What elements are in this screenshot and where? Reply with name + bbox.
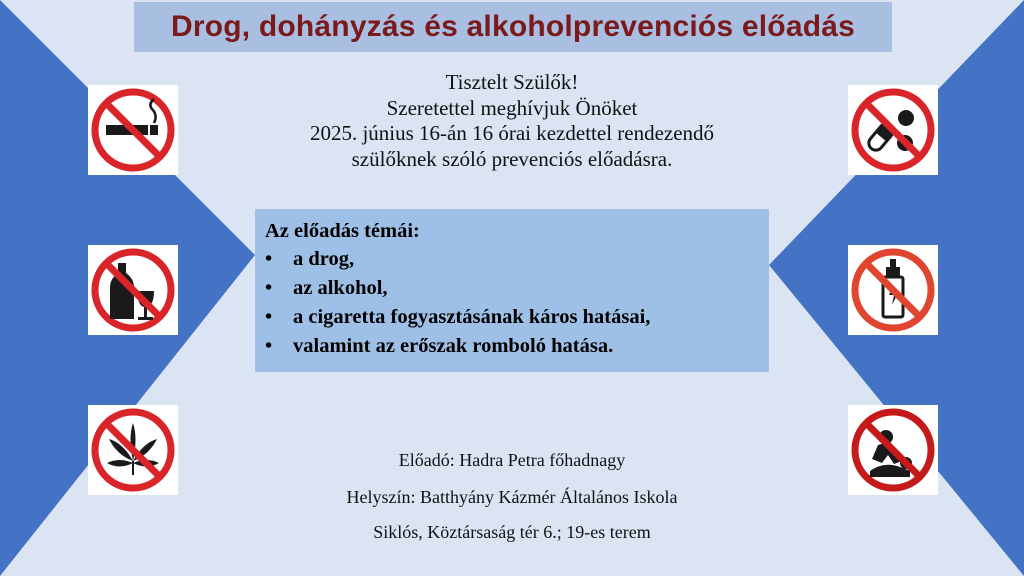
topic-item: • a drog, bbox=[265, 245, 769, 274]
topic-item: • a cigaretta fogyasztásának káros hatásai, bbox=[265, 303, 769, 332]
topics-list bbox=[265, 245, 769, 361]
topic-item: • valamint az erőszak romboló hatása. bbox=[265, 332, 769, 361]
page-title: Drog, dohányzás és alkoholprevenciós előadás bbox=[170, 10, 856, 43]
no-alcohol-icon bbox=[88, 245, 178, 335]
no-vaping-icon bbox=[848, 245, 938, 335]
greeting: Tisztelt Szülők! bbox=[445, 70, 579, 94]
date-line: 2025. június 16-án 16 órai kezdettel rendezendő bbox=[309, 121, 715, 145]
presenter-line: Előadó: Hadra Petra főhadnagy bbox=[398, 450, 626, 470]
topics-heading: Az előadás témái: bbox=[265, 220, 420, 242]
no-pills-icon bbox=[848, 85, 938, 175]
address-line: Siklós, Köztársaság tér 6.; 19-es terem bbox=[373, 522, 651, 542]
invitation-text bbox=[230, 70, 794, 172]
no-cannabis-icon bbox=[88, 405, 178, 495]
topics-box bbox=[255, 209, 769, 372]
event-line: szülőknek szóló prevenciós előadásra. bbox=[351, 146, 673, 171]
no-violence-icon bbox=[848, 405, 938, 495]
title-banner bbox=[134, 2, 892, 52]
no-smoking-icon bbox=[88, 85, 178, 175]
topic-item: • az alkohol, bbox=[265, 274, 769, 303]
venue-line: Helyszín: Batthyány Kázmér Általános Iskola bbox=[346, 487, 678, 507]
invitation-line: Szeretettel meghívjuk Önöket bbox=[386, 95, 638, 120]
